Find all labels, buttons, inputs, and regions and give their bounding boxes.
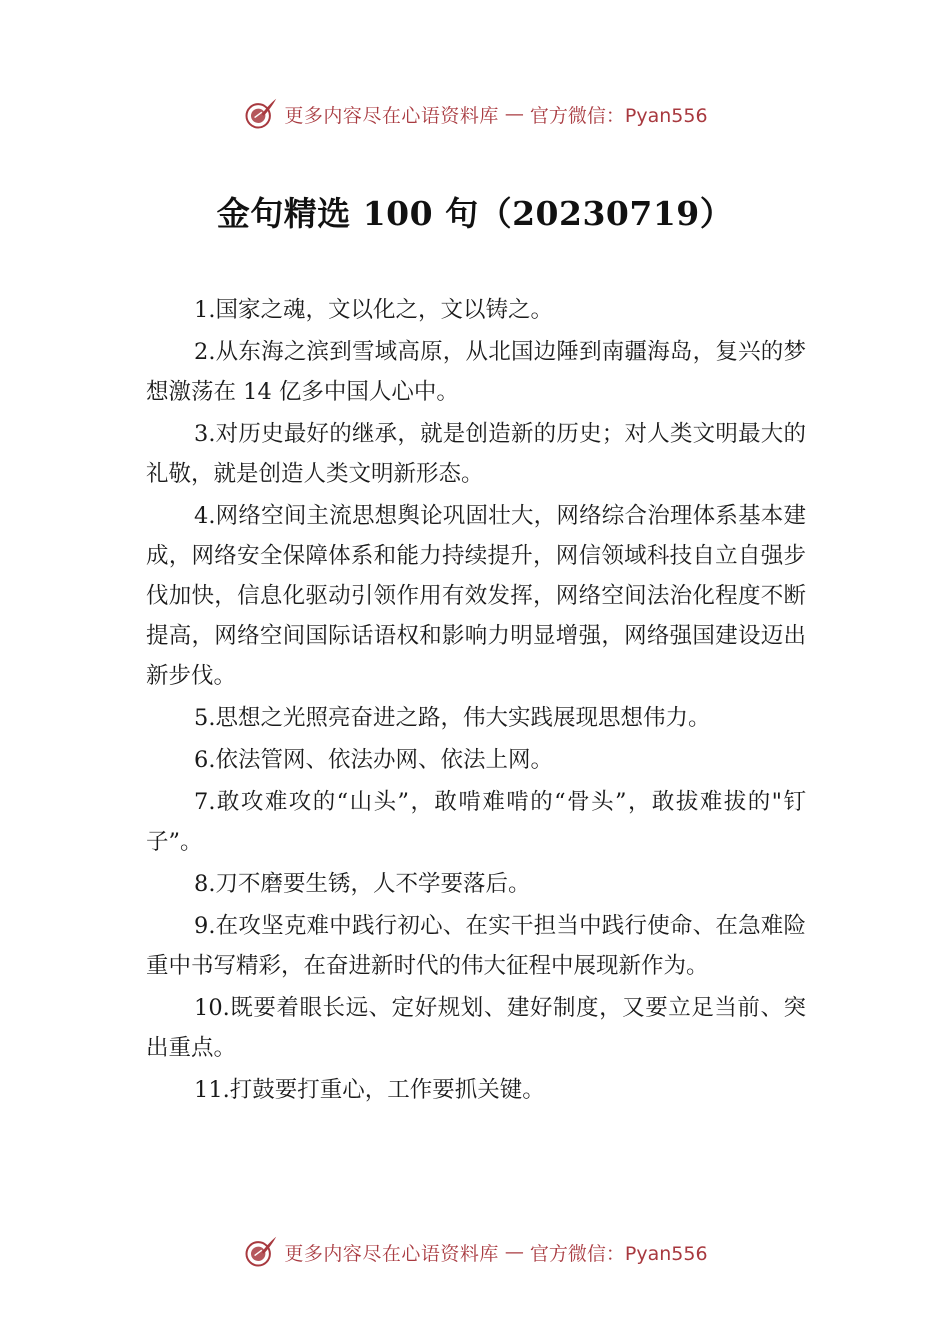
- list-item: 7.敢攻难攻的“山头”，敢啃难啃的“骨头”，敢拔难拔的"钉子”。: [146, 789, 806, 855]
- banner-text: 更多内容尽在心语资料库: [284, 104, 499, 127]
- list-item: 9.在攻坚克难中践行初心、在实干担当中践行使命、在急难险重中书写精彩，在奋进新时代的伟大征程中展现新作为。: [146, 913, 806, 979]
- header-banner: [0, 94, 950, 134]
- banner-text: 更多内容尽在心语资料库: [284, 1242, 499, 1265]
- list-item: 10.既要着眼长远、定好规划、建好制度，又要立足当前、突出重点。: [146, 995, 806, 1061]
- feather-seal-icon: [242, 96, 278, 132]
- list-item: 6.依法管网、依法办网、依法上网。: [194, 747, 553, 773]
- banner-separator: —: [504, 103, 524, 125]
- banner-wechat: 官方微信：Pyan556: [529, 104, 708, 127]
- banner-wechat: 官方微信：Pyan556: [529, 1242, 708, 1265]
- page-title: 金句精选 100 句（20230719）: [216, 194, 734, 233]
- list-item: 2.从东海之滨到雪域高原，从北国边陲到南疆海岛，复兴的梦想激荡在 14 亿多中国人心中。: [146, 339, 806, 405]
- list-item: 3.对历史最好的继承，就是创造新的历史；对人类文明最大的礼敬，就是创造人类文明新形态。: [146, 421, 806, 487]
- quote-list: [146, 290, 806, 1112]
- feather-seal-icon: [242, 1234, 278, 1270]
- footer-banner: [0, 1232, 950, 1272]
- banner-separator: —: [504, 1241, 524, 1263]
- list-item: 5.思想之光照亮奋进之路，伟大实践展现思想伟力。: [194, 705, 711, 731]
- list-item: 1.国家之魂，文以化之，文以铸之。: [194, 297, 553, 323]
- list-item: 11.打鼓要打重心，工作要抓关键。: [194, 1077, 545, 1103]
- list-item: 8.刀不磨要生锈，人不学要落后。: [194, 871, 531, 897]
- list-item: 4.网络空间主流思想舆论巩固壮大，网络综合治理体系基本建成，网络安全保障体系和能力持续提升，网信领域科技自立自强步伐加快，信息化驱动引领作用有效发挥，网络空间法治化程度不断提高，网络空间国际话语权和影响力明显增强，网络强国建设迈出新步伐。: [146, 503, 806, 689]
